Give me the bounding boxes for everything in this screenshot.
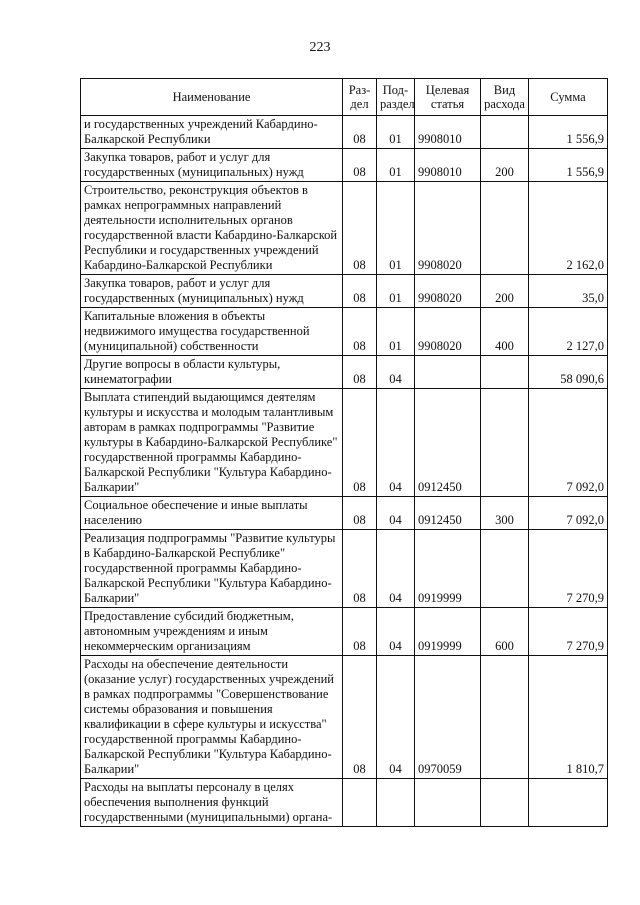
row-celevaya: 0912450 bbox=[415, 389, 481, 497]
table-row bbox=[81, 308, 608, 356]
header-vid: Вид расхода bbox=[481, 79, 529, 116]
row-celevaya bbox=[415, 779, 481, 827]
row-name: Закупка товаров, работ и услуг для государственных (муниципальных) нужд bbox=[81, 275, 343, 308]
header-summa: Сумма bbox=[529, 79, 608, 116]
table-row bbox=[81, 116, 608, 149]
row-podrazdel: 01 bbox=[377, 116, 415, 149]
row-podrazdel: 04 bbox=[377, 389, 415, 497]
table-header bbox=[81, 79, 608, 116]
row-name: Реализация подпрограммы "Развитие культуры в Кабардино-Балкарской Республике" государственной программы Кабардино-Балкарской Республики "Культура Кабардино-Балкарии" bbox=[81, 530, 343, 608]
table-row bbox=[81, 356, 608, 389]
table-row bbox=[81, 182, 608, 275]
row-summa: 58 090,6 bbox=[529, 356, 608, 389]
row-razdel: 08 bbox=[343, 530, 377, 608]
row-podrazdel: 04 bbox=[377, 497, 415, 530]
row-razdel: 08 bbox=[343, 149, 377, 182]
row-podrazdel: 04 bbox=[377, 656, 415, 779]
row-celevaya: 0970059 bbox=[415, 656, 481, 779]
row-vid bbox=[481, 356, 529, 389]
row-vid: 400 bbox=[481, 308, 529, 356]
row-summa: 7 270,9 bbox=[529, 608, 608, 656]
row-podrazdel: 04 bbox=[377, 356, 415, 389]
row-name: Капитальные вложения в объекты недвижимого имущества государственной (муниципальной) собственности bbox=[81, 308, 343, 356]
row-podrazdel: 01 bbox=[377, 275, 415, 308]
row-name: Социальное обеспечение и иные выплаты населению bbox=[81, 497, 343, 530]
budget-table bbox=[80, 78, 608, 827]
row-razdel: 08 bbox=[343, 608, 377, 656]
table-row bbox=[81, 149, 608, 182]
table-row bbox=[81, 389, 608, 497]
row-celevaya: 9908020 bbox=[415, 182, 481, 275]
row-name: Закупка товаров, работ и услуг для государственных (муниципальных) нужд bbox=[81, 149, 343, 182]
row-vid: 200 bbox=[481, 149, 529, 182]
row-summa: 2 162,0 bbox=[529, 182, 608, 275]
row-celevaya: 9908010 bbox=[415, 149, 481, 182]
row-celevaya: 0912450 bbox=[415, 497, 481, 530]
row-summa: 35,0 bbox=[529, 275, 608, 308]
row-celevaya: 9908010 bbox=[415, 116, 481, 149]
row-vid bbox=[481, 656, 529, 779]
row-celevaya: 0919999 bbox=[415, 530, 481, 608]
row-summa: 7 092,0 bbox=[529, 497, 608, 530]
row-name: Предоставление субсидий бюджетным, автономным учреждениям и иным некоммерческим организациям bbox=[81, 608, 343, 656]
row-name: Расходы на обеспечение деятельности (оказание услуг) государственных учреждений в рамках подпрограммы "Совершенствование системы образования и повышения квалификации в сфере культуры и искусства" государственной программы Кабардино-Балкарской Республики "Культура Кабардино-Балкарии" bbox=[81, 656, 343, 779]
row-vid bbox=[481, 389, 529, 497]
row-razdel: 08 bbox=[343, 275, 377, 308]
row-razdel: 08 bbox=[343, 389, 377, 497]
row-celevaya bbox=[415, 356, 481, 389]
table-row bbox=[81, 608, 608, 656]
row-celevaya: 9908020 bbox=[415, 308, 481, 356]
row-celevaya: 0919999 bbox=[415, 608, 481, 656]
header-podrazdel: Под-раздел bbox=[377, 79, 415, 116]
row-summa: 1 556,9 bbox=[529, 116, 608, 149]
table-body bbox=[81, 116, 608, 827]
table-row bbox=[81, 275, 608, 308]
row-razdel: 08 bbox=[343, 308, 377, 356]
row-vid bbox=[481, 530, 529, 608]
row-razdel: 08 bbox=[343, 116, 377, 149]
row-summa: 1 556,9 bbox=[529, 149, 608, 182]
row-razdel bbox=[343, 779, 377, 827]
row-name: Выплата стипендий выдающимся деятелям культуры и искусства и молодым талантливым авторам в рамках подпрограммы "Развитие культуры в Кабардино-Балкарской Республике" государственной программы Кабардино-Балкарской Республики "Культура Кабардино-Балкарии" bbox=[81, 389, 343, 497]
row-vid: 300 bbox=[481, 497, 529, 530]
row-summa bbox=[529, 779, 608, 827]
row-podrazdel bbox=[377, 779, 415, 827]
row-summa: 2 127,0 bbox=[529, 308, 608, 356]
table-row bbox=[81, 497, 608, 530]
row-vid: 200 bbox=[481, 275, 529, 308]
row-name: Расходы на выплаты персоналу в целях обеспечения выполнения функций государственными (муниципальными) органа- bbox=[81, 779, 343, 827]
row-podrazdel: 04 bbox=[377, 530, 415, 608]
header-row bbox=[81, 79, 608, 116]
row-summa: 7 092,0 bbox=[529, 389, 608, 497]
row-podrazdel: 01 bbox=[377, 308, 415, 356]
row-razdel: 08 bbox=[343, 656, 377, 779]
row-name: Другие вопросы в области культуры, кинематографии bbox=[81, 356, 343, 389]
row-celevaya: 9908020 bbox=[415, 275, 481, 308]
row-summa: 7 270,9 bbox=[529, 530, 608, 608]
row-name: и государственных учреждений Кабардино-Балкарской Республики bbox=[81, 116, 343, 149]
row-vid: 600 bbox=[481, 608, 529, 656]
row-podrazdel: 04 bbox=[377, 608, 415, 656]
header-razdel: Раз-дел bbox=[343, 79, 377, 116]
row-summa: 1 810,7 bbox=[529, 656, 608, 779]
header-name: Наименование bbox=[81, 79, 343, 116]
row-podrazdel: 01 bbox=[377, 182, 415, 275]
row-name: Строительство, реконструкция объектов в рамках непрограммных направлений деятельности исполнительных органов государственной власти Кабардино-Балкарской Республики и государственных учреждений Кабардино-Балкарской Республики bbox=[81, 182, 343, 275]
row-vid bbox=[481, 182, 529, 275]
row-razdel: 08 bbox=[343, 497, 377, 530]
header-celevaya: Целевая статья bbox=[415, 79, 481, 116]
table-row bbox=[81, 656, 608, 779]
page-number: 223 bbox=[309, 40, 331, 55]
row-vid bbox=[481, 116, 529, 149]
table-row bbox=[81, 530, 608, 608]
row-razdel: 08 bbox=[343, 356, 377, 389]
table-row bbox=[81, 779, 608, 827]
row-vid bbox=[481, 779, 529, 827]
row-podrazdel: 01 bbox=[377, 149, 415, 182]
row-razdel: 08 bbox=[343, 182, 377, 275]
